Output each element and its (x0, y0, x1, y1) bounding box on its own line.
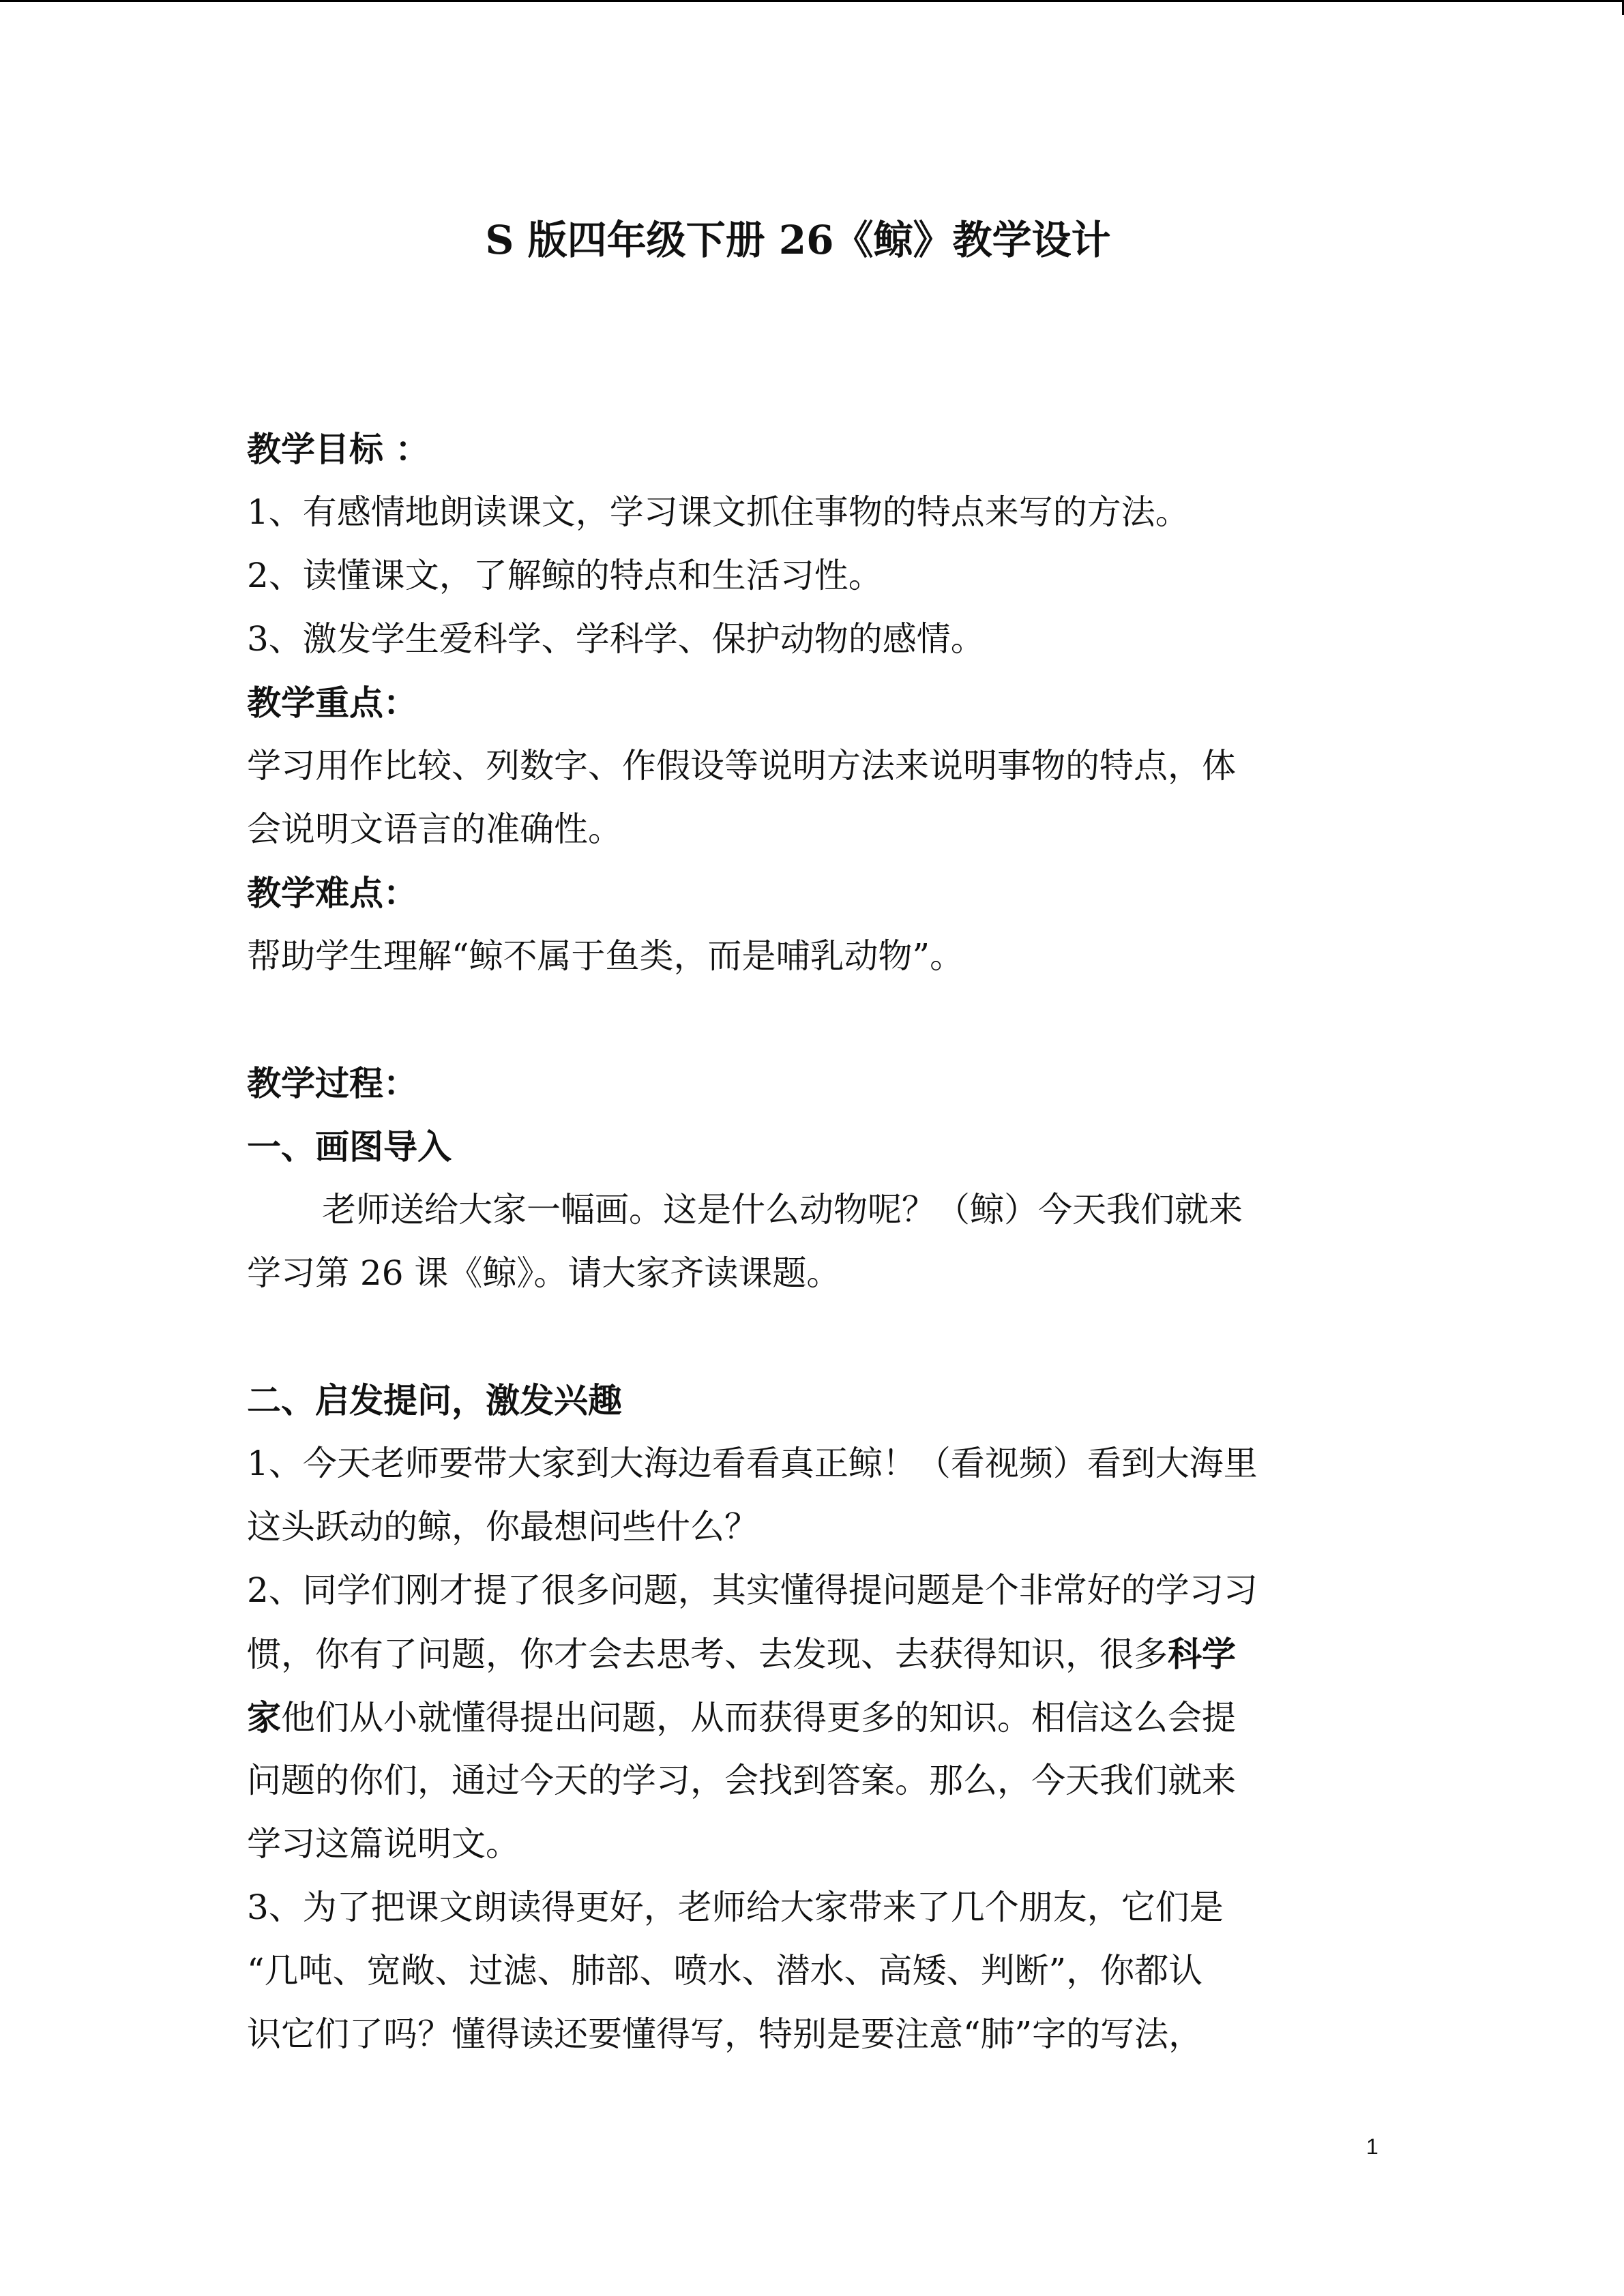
section-2-paragraph: 2、同学们刚才提了很多问题，其实懂得提问题是个非常好的学习习 (247, 1570, 1258, 1610)
section-2-paragraph: 识它们了吗？懂得读还要懂得写，特别是要注意“肺”字的写法， (247, 2014, 1203, 2054)
section-2-heading: 二、启发提问，激发兴趣 (247, 1380, 622, 1420)
document-body (247, 417, 1379, 2066)
emphasis-text: 科学 (1168, 1634, 1236, 1674)
section-2-paragraph: “几吨、宽敞、过滤、肺部、喷水、潜水、高矮、判断”，你都认 (247, 1951, 1203, 1991)
key-points-heading: 教学重点： (247, 683, 417, 723)
section-2-paragraph (247, 1622, 1379, 1686)
objective-item: 3、激发学生爱科学、学科学、保护动物的感情。 (247, 619, 985, 659)
difficulties-text: 帮助学生理解“鲸不属于鱼类，而是哺乳动物”。 (247, 936, 964, 976)
key-points-text: 会说明文语言的准确性。 (247, 809, 622, 849)
section-2-paragraph: 学习这篇说明文。 (247, 1824, 520, 1864)
section-1-paragraph: 学习第 26 课《鲸》。请大家齐读课题。 (247, 1253, 841, 1293)
section-2-paragraph: 这头跃动的鲸，你最想问些什么？ (247, 1507, 758, 1547)
key-points-text: 学习用作比较、列数字、作假设等说明方法来说明事物的特点，体 (247, 746, 1236, 786)
top-border (0, 0, 1624, 2)
objectives-heading: 教学目标 ： (247, 429, 430, 469)
section-2-paragraph: 1、今天老师要带大家到大海边看看真正鲸！（看视频）看到大海里 (247, 1444, 1258, 1483)
text-span: 惯，你有了问题，你才会去思考、去发现、去获得知识，很多 (247, 1635, 1168, 1674)
process-heading: 教学过程： (247, 1063, 417, 1103)
objective-item: 1、有感情地朗读课文，学习课文抓住事物的特点来写的方法。 (247, 492, 1190, 532)
spacer (247, 1305, 1379, 1369)
section-2-paragraph: 问题的你们，通过今天的学习，会找到答案。那么，今天我们就来 (247, 1761, 1236, 1800)
section-2-paragraph (247, 1686, 1379, 1749)
document-title: S 版四年级下册 26《鲸》教学设计 (485, 217, 1111, 263)
section-1-paragraph: 老师送给大家一幅画。这是什么动物呢？（鲸）今天我们就来 (322, 1190, 1243, 1229)
difficulties-heading: 教学难点： (247, 873, 417, 913)
objective-item: 2、读懂课文，了解鲸的特点和生活习性。 (247, 556, 883, 595)
page-number: 1 (1366, 2134, 1378, 2159)
section-1-heading: 一、画图导入 (247, 1127, 452, 1167)
emphasis-text: 家 (247, 1697, 281, 1738)
section-2-paragraph: 3、为了把课文朗读得更好，老师给大家带来了几个朋友，它们是 (247, 1888, 1224, 1927)
spacer (247, 988, 1379, 1052)
text-span: 他们从小就懂得提出问题，从而获得更多的知识。相信这么会提 (281, 1698, 1236, 1738)
